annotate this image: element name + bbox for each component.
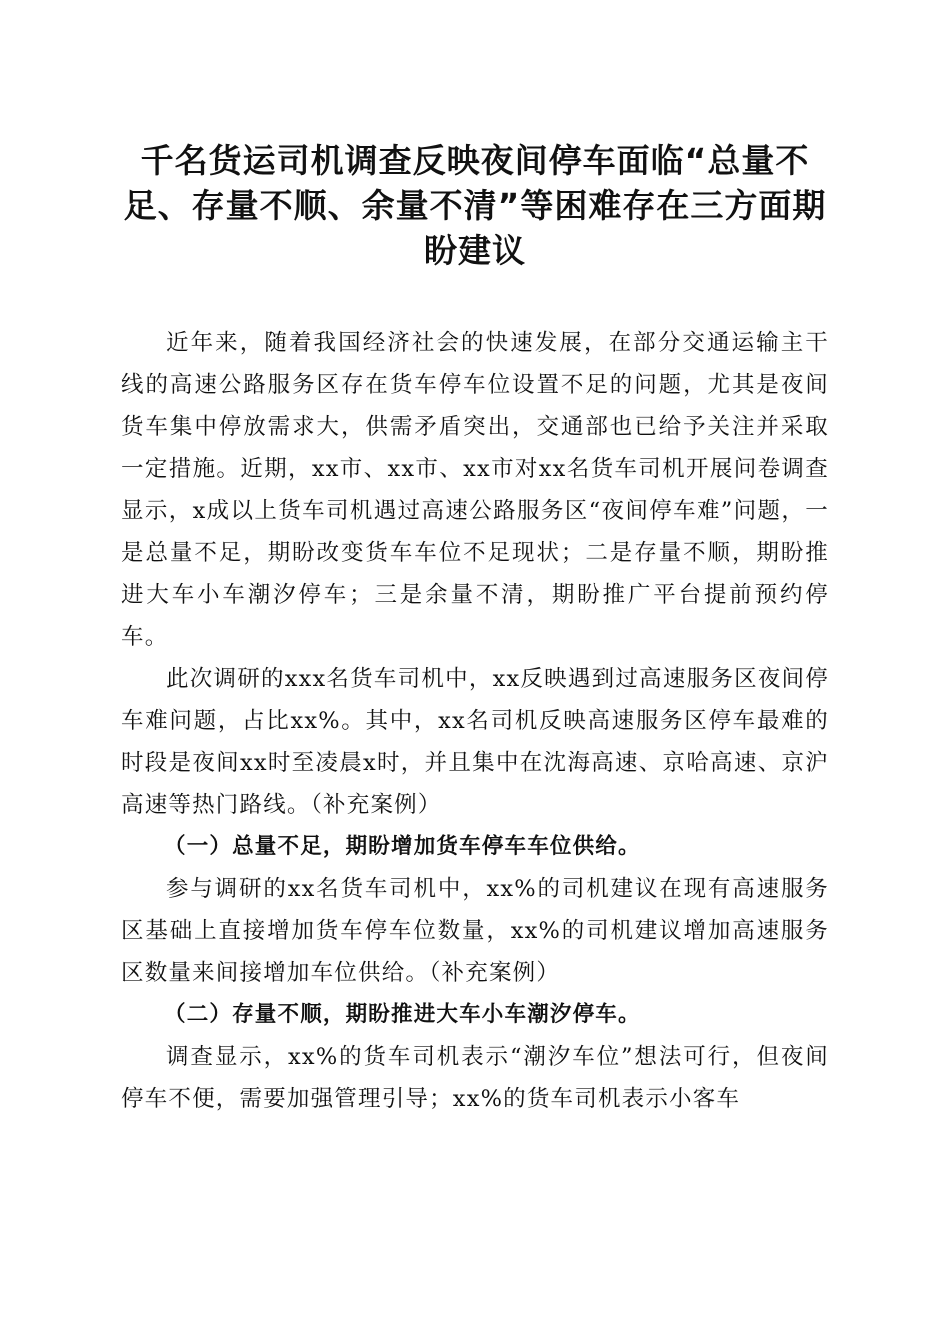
paragraph-section-2: 调查显示，xx%的货车司机表示“潮汐车位”想法可行，但夜间停车不便，需要加强管理引导；xx%的货车司机表示小客车: [121, 1044, 829, 1112]
document-title: 千名货运司机调查反映夜间停车面临“总量不足、存量不顺、余量不清”等困难存在三方面期盼建议: [123, 141, 827, 270]
section-heading-2: （二）存量不顺，期盼推进大车小车潮汐停车。: [164, 1002, 641, 1027]
paragraph-intro: 近年来，随着我国经济社会的快速发展，在部分交通运输主干线的高速公路服务区存在货车停车位设置不足的问题，尤其是夜间货车集中停放需求大，供需矛盾突出，交通部也已给予关注并采取一定措施。近期，xx市、xx市、xx市对xx名货车司机开展问卷调查显示，x成以上货车司机遇过高速公路服务区“夜间停车难”问题，一是总量不足，期盼改变货车车位不足现状；二是存量不顺，期盼推进大车小车潮汐停车；三是余量不清，期盼推广平台提前预约停车。: [121, 330, 829, 650]
document-body: [121, 322, 829, 1120]
paragraph-survey-results: 此次调研的xxx名货车司机中，xx反映遇到过高速服务区夜间停车难问题，占比xx%。其中，xx名司机反映高速服务区停车最难的时段是夜间xx时至凌晨x时，并且集中在沈海高速、京哈高速、京沪高速等热门路线。（补充案例）: [121, 666, 829, 818]
section-heading-1: （一）总量不足，期盼增加货车停车车位供给。: [164, 834, 641, 859]
paragraph-section-1: 参与调研的xx名货车司机中，xx%的司机建议在现有高速服务区基础上直接增加货车停车位数量，xx%的司机建议增加高速服务区数量来间接增加车位供给。（补充案例）: [121, 876, 829, 986]
